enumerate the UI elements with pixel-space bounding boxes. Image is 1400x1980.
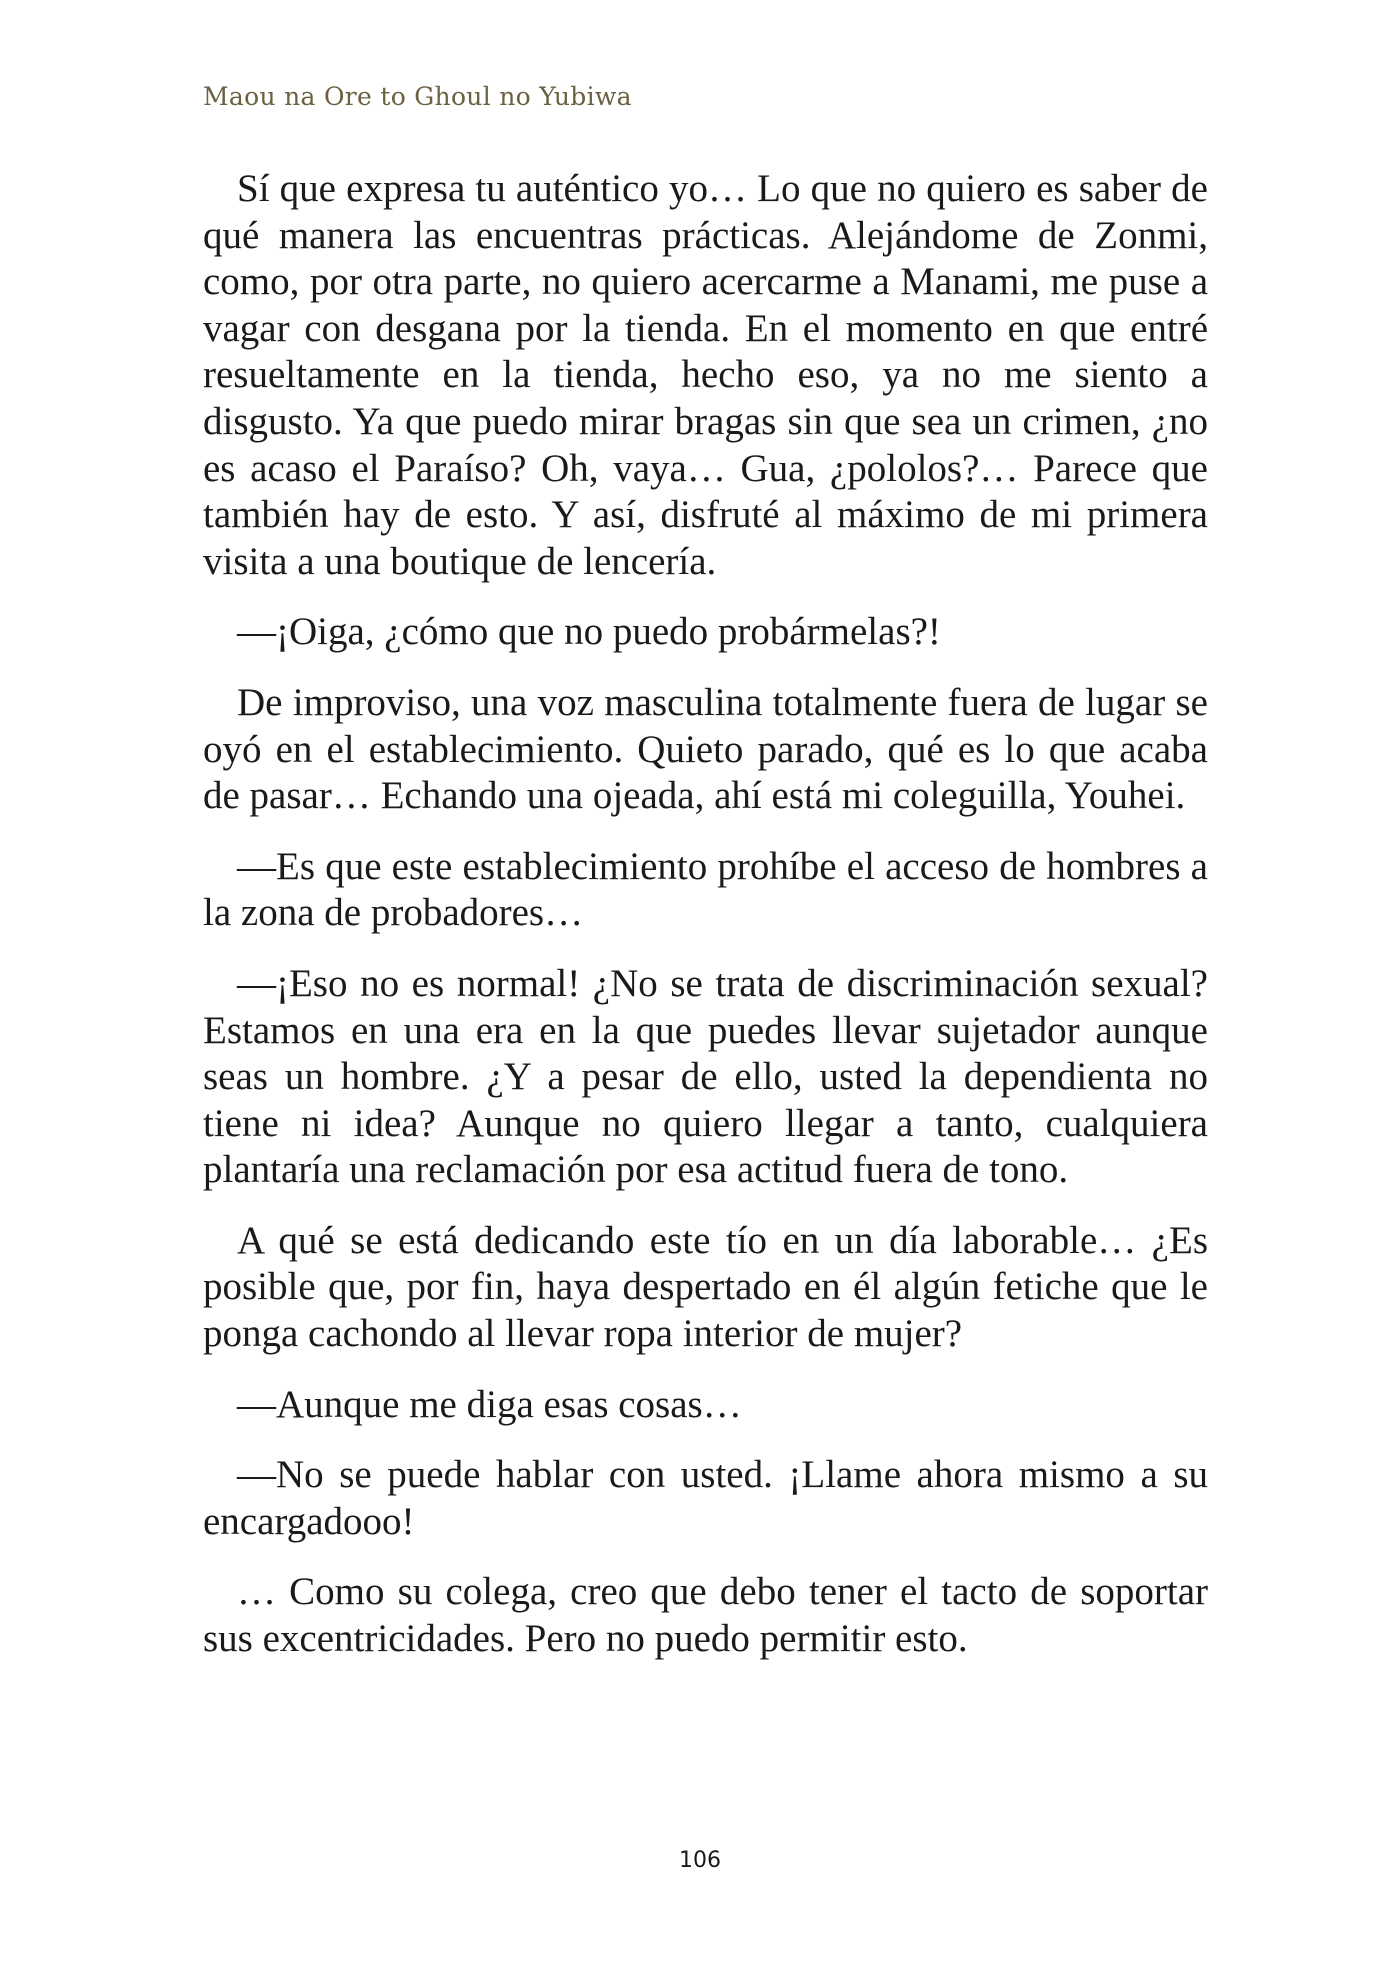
dialogue-paragraph: —Es que este establecimiento prohíbe el acceso de hombres a la zona de probadores… — [203, 844, 1208, 935]
paragraph: A qué se está dedicando este tío en un día laborable… ¿Es posible que, por fin, haya despertado en él algún fetiche que le ponga cachondo al llevar ropa interior de mujer? — [203, 1218, 1208, 1356]
body-text — [203, 166, 1208, 1663]
dialogue-paragraph: —¡Eso no es normal! ¿No se trata de discriminación sexual? Estamos en una era en la que puedes llevar sujetador aunque seas un hombre. ¿Y a pesar de ello, usted la dependienta no tiene ni idea? Aunque no quiero llegar a tanto, cualquiera plantaría una reclamación por esa actitud fuera de tono. — [203, 961, 1208, 1192]
dialogue-paragraph: —¡Oiga, ¿cómo que no puedo probármelas?! — [237, 610, 941, 654]
dialogue-paragraph: —No se puede hablar con usted. ¡Llame ahora mismo a su encargadooo! — [203, 1453, 1208, 1543]
running-header: Maou na Ore to Ghoul no Yubiwa — [203, 82, 632, 111]
paragraph: Sí que expresa tu auténtico yo… Lo que no quiero es saber de qué manera las encuentras prácticas. Alejándome de Zonmi, como, por otra parte, no quiero acercarme a Manami, me puse a vagar con desgana por la tienda. En el momento en que entré resueltamente en la tienda, hecho eso, ya no me siento a disgusto. Ya que puedo mirar bragas sin que sea un crimen, ¿no es acaso el Paraíso? Oh, vaya… Gua, ¿pololos?… Parece que también hay de esto. Y así, disfruté al máximo de mi primera visita a una boutique de lencería. — [203, 167, 1208, 583]
page-number: 106 — [679, 1848, 721, 1873]
paragraph: De improviso, una voz masculina totalmente fuera de lugar se oyó en el establecimiento. Quieto parado, qué es lo que acaba de pasar… Echando una ojeada, ahí está mi coleguilla, Youhei. — [203, 680, 1208, 818]
dialogue-paragraph: —Aunque me diga esas cosas… — [237, 1382, 742, 1426]
paragraph: … Como su colega, creo que debo tener el tacto de soportar sus excentricidades. Pero no puedo permitir esto. — [203, 1570, 1208, 1661]
